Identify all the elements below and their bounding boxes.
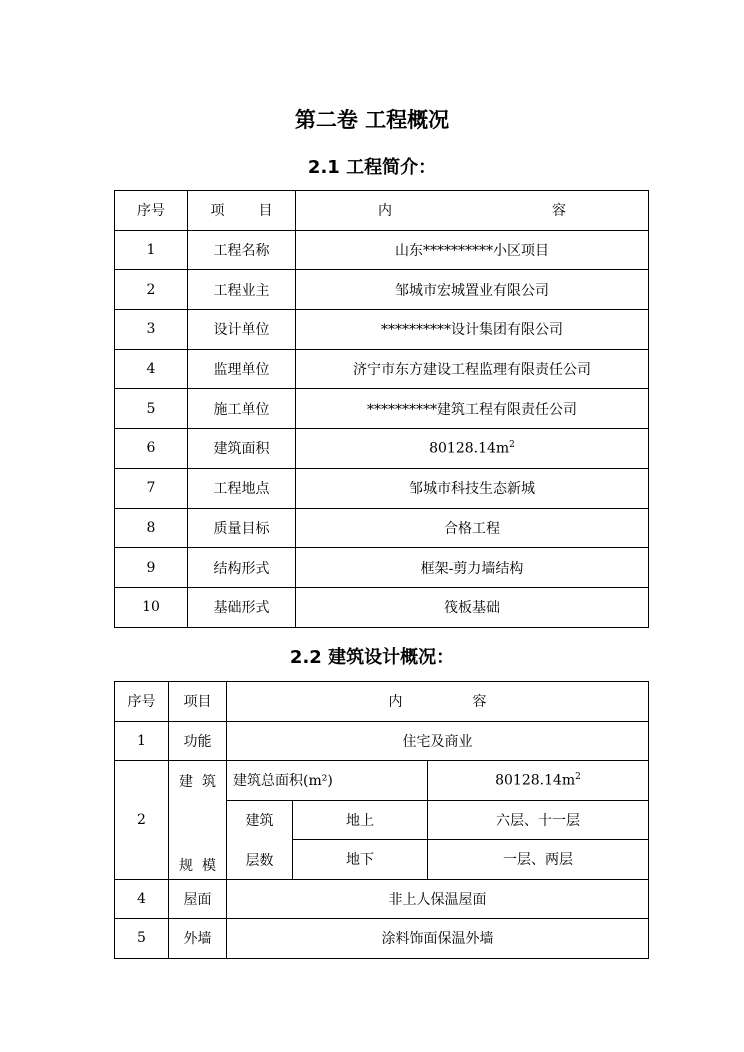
table-row — [115, 389, 649, 429]
row-item: 设计单位 — [188, 310, 296, 350]
above-ground-value: 六层、十一层 — [428, 800, 649, 840]
row-no: 5 — [115, 389, 188, 429]
row-item: 质量目标 — [188, 508, 296, 548]
project-overview-table — [114, 190, 649, 628]
header-item: 项目 — [169, 682, 227, 722]
table-row — [115, 587, 649, 627]
header-item-b: 目 — [258, 203, 273, 220]
table-row — [115, 919, 649, 959]
header-content — [296, 191, 649, 231]
table-row — [115, 761, 649, 801]
row-no: 2 — [115, 761, 169, 880]
row-content: 框架-剪力墙结构 — [296, 548, 649, 588]
table-row — [115, 230, 649, 270]
row-item-scale — [169, 761, 227, 880]
row-item: 结构形式 — [188, 548, 296, 588]
row-no: 4 — [115, 349, 188, 389]
table-row — [115, 721, 649, 761]
table-row — [115, 508, 649, 548]
total-area-number: 80128.14m — [495, 772, 576, 789]
row-no: 1 — [115, 721, 169, 761]
row-no: 9 — [115, 548, 188, 588]
row-item: 工程地点 — [188, 468, 296, 508]
total-area-value — [428, 761, 649, 801]
total-area-label: 建筑总面积(m²) — [227, 761, 428, 801]
row-content: 合格工程 — [296, 508, 649, 548]
scale-label-bottom: 规 模 — [179, 858, 216, 874]
section-2-title: 2.2 建筑设计概况： — [289, 647, 455, 668]
table-row — [115, 310, 649, 350]
row-no: 7 — [115, 468, 188, 508]
table-row — [115, 548, 649, 588]
table-row — [115, 879, 649, 919]
row-item: 建筑面积 — [188, 429, 296, 469]
below-ground-label: 地下 — [293, 840, 428, 880]
row-item: 功能 — [169, 721, 227, 761]
row-content: 涂料饰面保温外墙 — [227, 919, 649, 959]
section-1-title: 2.1 工程简介： — [307, 157, 437, 178]
row-content: **********建筑工程有限责任公司 — [296, 389, 649, 429]
row-no: 6 — [115, 429, 188, 469]
row-content: 邹城市科技生态新城 — [296, 468, 649, 508]
row-item: 监理单位 — [188, 349, 296, 389]
header-content-b: 容 — [472, 694, 487, 711]
floors-label-top: 建筑 — [245, 812, 274, 829]
row-no: 5 — [115, 919, 169, 959]
floors-label — [227, 800, 293, 879]
architectural-design-table — [114, 681, 649, 959]
row-no: 10 — [115, 587, 188, 627]
volume-title: 第二卷 工程概况 — [294, 108, 450, 132]
row-no: 3 — [115, 310, 188, 350]
table-row — [115, 468, 649, 508]
table-row — [115, 349, 649, 389]
row-no: 4 — [115, 879, 169, 919]
floors-label-bottom: 层数 — [245, 852, 274, 869]
table-row — [115, 270, 649, 310]
row-item: 施工单位 — [188, 389, 296, 429]
row-content: 邹城市宏城置业有限公司 — [296, 270, 649, 310]
row-content: 住宅及商业 — [227, 721, 649, 761]
header-content-a: 内 — [388, 694, 403, 711]
row-item: 工程名称 — [188, 230, 296, 270]
header-content-b: 容 — [552, 203, 566, 220]
area-value: 80128.14m — [429, 440, 510, 457]
table-row — [115, 429, 649, 469]
header-no: 序号 — [115, 682, 169, 722]
row-no: 1 — [115, 230, 188, 270]
table-header-row — [115, 682, 649, 722]
below-ground-value: 一层、两层 — [428, 840, 649, 880]
row-item: 工程业主 — [188, 270, 296, 310]
header-item-a: 项 — [210, 203, 225, 220]
row-no: 2 — [115, 270, 188, 310]
area-unit-superscript: 2 — [575, 771, 581, 782]
header-content-a: 内 — [378, 203, 392, 220]
header-content — [227, 682, 649, 722]
row-item: 屋面 — [169, 879, 227, 919]
row-item: 外墙 — [169, 919, 227, 959]
row-content: 山东**********小区项目 — [296, 230, 649, 270]
row-content: 非上人保温屋面 — [227, 879, 649, 919]
row-content: 济宁市东方建设工程监理有限责任公司 — [296, 349, 649, 389]
row-item: 基础形式 — [188, 587, 296, 627]
table-header-row — [115, 191, 649, 231]
scale-label-top: 建 筑 — [179, 774, 216, 790]
row-content: **********设计集团有限公司 — [296, 310, 649, 350]
row-content — [296, 429, 649, 469]
header-item — [188, 191, 296, 231]
row-content: 筏板基础 — [296, 587, 649, 627]
header-no: 序号 — [115, 191, 188, 231]
above-ground-label: 地上 — [293, 800, 428, 840]
row-no: 8 — [115, 508, 188, 548]
area-unit-superscript: 2 — [509, 440, 515, 451]
